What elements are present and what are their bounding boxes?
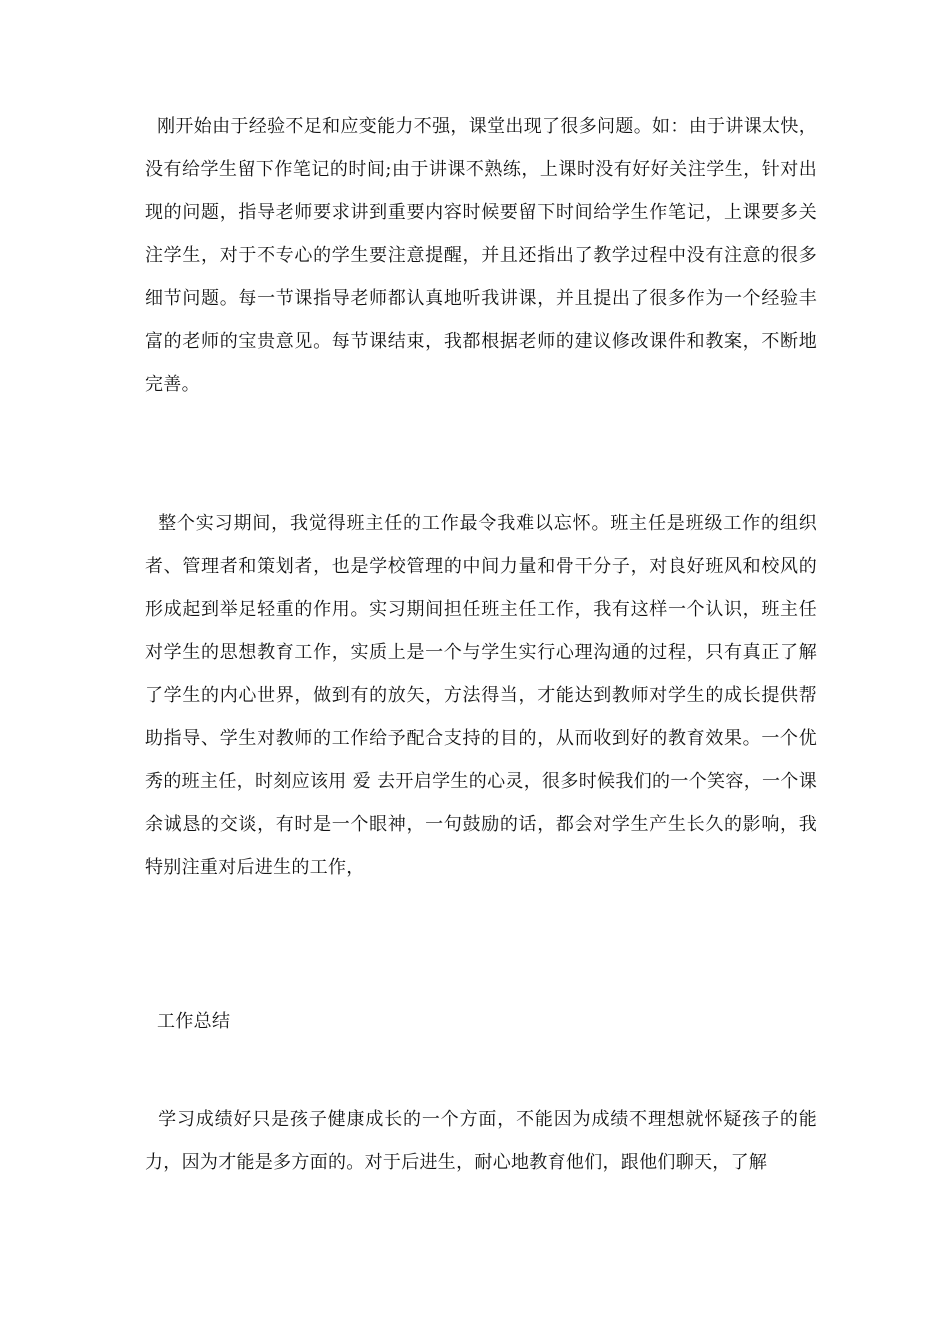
paragraph-class-teacher-work: 整个实习期间，我觉得班主任的工作最令我难以忘怀。班主任是班级工作的组织者、管理者和策划者，也是学校管理的中间力量和骨干分子，对良好班风和校风的形成起到举足轻重的作用。实习期间担任班主任工作，我有这样一个认识，班主任对学生的思想教育工作，实质上是一个与学生实行心理沟通的过程，只有真正了解了学生的内心世界，做到有的放矢，方法得当，才能达到教师对学生的成长提供帮助指导、学生对教师的工作给予配合支持的目的，从而收到好的教育效果。一个优秀的班主任，时刻应该用 爱 去开启学生的心灵，很多时候我们的一个笑容，一个课余诚恳的交谈，有时是一个眼神，一句鼓励的话，都会对学生产生长久的影响，我特别注重对后进生的工作， [145,513,817,878]
paragraph-struggling-students: 学习成绩好只是孩子健康成长的一个方面，不能因为成绩不理想就怀疑孩子的能力，因为才能是多方面的。对于后进生，耐心地教育他们，跟他们聊天，了解 [145,1109,817,1173]
section-heading-work-summary: 工作总结 [145,1011,231,1032]
paragraph-teaching-problems: 刚开始由于经验不足和应变能力不强，课堂出现了很多问题。如：由于讲课太快，没有给学生留下作笔记的时间;由于讲课不熟练，上课时没有好好关注学生，针对出现的问题，指导老师要求讲到重要内容时候要留下时间给学生作笔记，上课要多关注学生，对于不专心的学生要注意提醒，并且还指出了教学过程中没有注意的很多细节问题。每一节课指导老师都认真地听我讲课，并且提出了很多作为一个经验丰富的老师的宝贵意见。每节课结束，我都根据老师的建议修改课件和教案，不断地完善。 [145,116,817,395]
